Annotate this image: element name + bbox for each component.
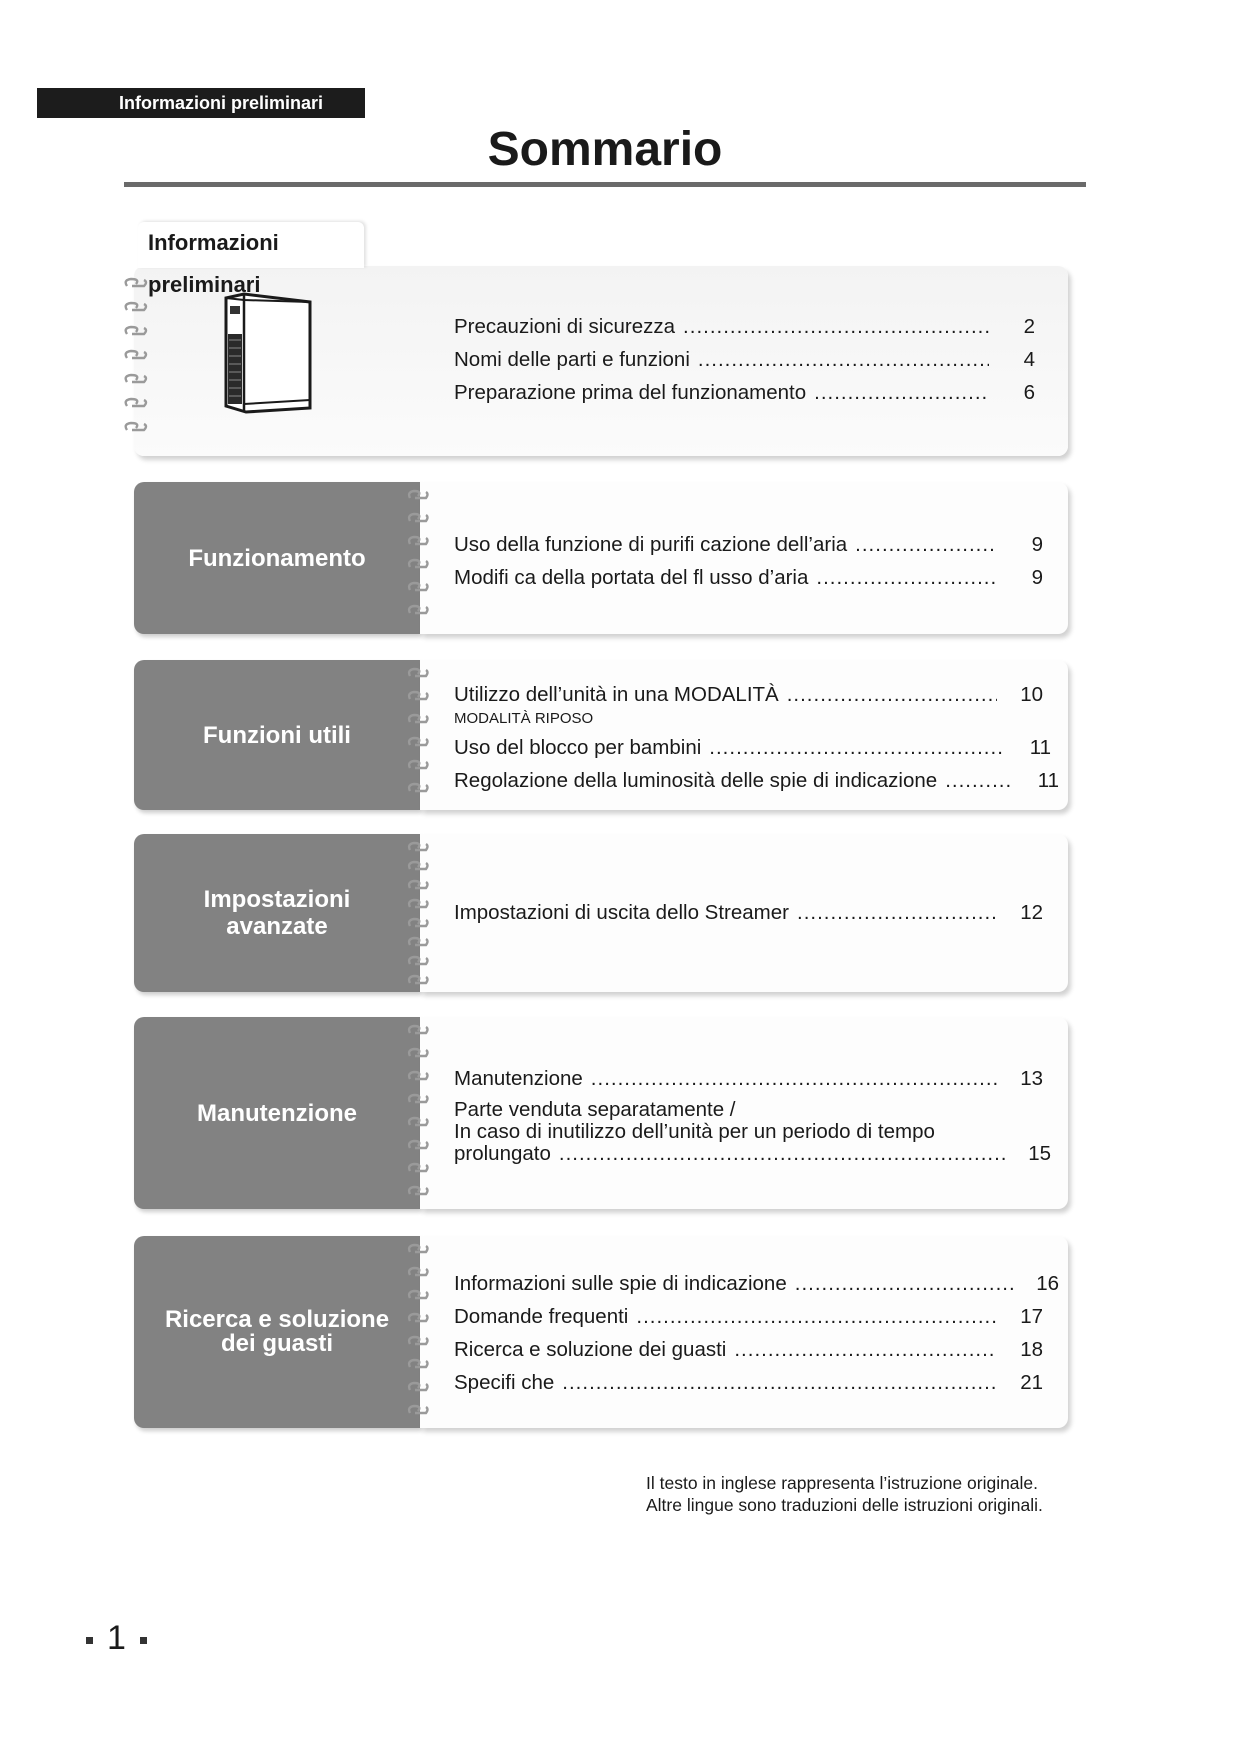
toc-entry[interactable]: prolungato ..... 15 <box>454 1143 1059 1165</box>
toc-entry[interactable]: Regolazione della luminosità delle spie di indicazione ..... 11 <box>454 764 1059 797</box>
toc-entry-line: In caso di inutilizzo dell’unità per un periodo di tempo <box>454 1120 935 1143</box>
toc-entry[interactable]: Modifi ca della portata del fl usso d’aria ..... 9 <box>454 561 1043 594</box>
toc-entry[interactable]: Domande frequenti ..... 17 <box>454 1300 1059 1333</box>
toc-entry[interactable]: Uso del blocco per bambini ..... 11 <box>454 731 1059 764</box>
ricerca-toc <box>454 1267 1059 1399</box>
page-number: 1 <box>72 1618 161 1658</box>
funzionamento-toc <box>454 528 1043 594</box>
air-purifier-illustration <box>222 292 312 414</box>
impostazioni-toc <box>454 896 1043 929</box>
toc-entry[interactable]: Impostazioni di uscita dello Streamer ..... 12 <box>454 896 1043 929</box>
binder-rings-icon <box>406 1023 432 1207</box>
title-rule <box>124 182 1086 187</box>
intro-section-label: Informazioni preliminari <box>138 222 364 268</box>
toc-entry[interactable]: Utilizzo dell’unità in una MODALITÀ ..... 10 <box>454 678 1059 711</box>
binder-rings-icon <box>406 1242 432 1426</box>
toc-entry[interactable]: Uso della funzione di purifi cazione dell’aria ..... 9 <box>454 528 1043 561</box>
section-label: Impostazioni avanzate <box>134 834 420 992</box>
footnote: Il testo in inglese rappresenta l’istruzione originale. Altre lingue sono traduzioni delle istruzioni originali. <box>646 1473 1043 1515</box>
toc-entry[interactable]: Informazioni sulle spie di indicazione ..... 16 <box>454 1267 1059 1300</box>
section-label: Ricerca e soluzione dei guasti <box>134 1236 420 1428</box>
toc-entry[interactable]: Manutenzione ..... 13 <box>454 1062 1059 1095</box>
section-label: Funzionamento <box>134 482 420 634</box>
toc-entry[interactable]: Precauzioni di sicurezza ..... 2 <box>454 310 1035 343</box>
toc-entry-line: Parte venduta separatamente / <box>454 1098 736 1121</box>
binder-rings-icon <box>406 488 432 628</box>
section-label: Funzioni utili <box>134 660 420 810</box>
toc-entry[interactable]: Nomi delle parti e funzioni ..... 4 <box>454 343 1035 376</box>
toc-entry[interactable]: Specifi che ..... 21 <box>454 1366 1059 1399</box>
manutenzione-toc <box>454 1062 1059 1165</box>
funzioni-utili-toc <box>454 678 1059 797</box>
toc-sub-note: MODALITÀ RIPOSO <box>454 710 594 727</box>
page-title: Sommario <box>487 123 723 176</box>
header-tab: Informazioni preliminari <box>37 88 365 118</box>
toc-entry[interactable]: Ricerca e soluzione dei guasti ..... 18 <box>454 1333 1059 1366</box>
intro-toc <box>454 310 1035 409</box>
toc-entry[interactable]: Preparazione prima del funzionamento ..... 6 <box>454 376 1035 409</box>
binder-rings-icon <box>406 666 432 806</box>
binder-rings-icon <box>406 840 432 990</box>
section-label: Manutenzione <box>134 1017 420 1209</box>
